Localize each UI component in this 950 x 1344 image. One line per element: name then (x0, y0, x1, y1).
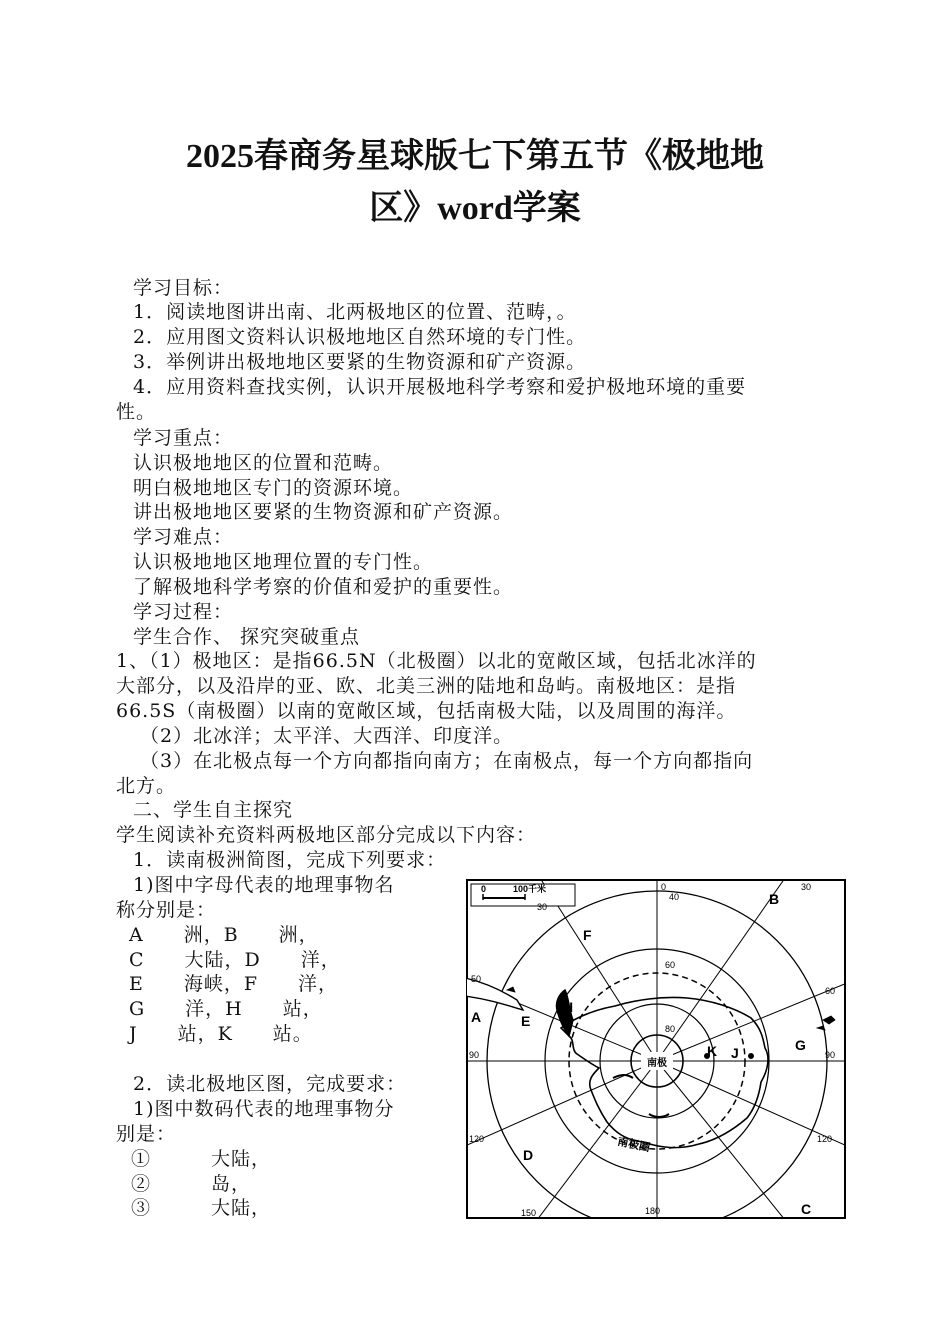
map-letter-g: G (795, 1037, 806, 1053)
process-subheading: 学生合作、 探究突破重点 (133, 626, 361, 648)
objective-item: 4．应用资料查找实例，认识开展极地科学考察和爱护极地环境的重要 (133, 376, 747, 398)
question-2-sub: 别是： (116, 1123, 177, 1145)
section2-intro: 学生阅读补充资料两极地区部分完成以下内容： (116, 824, 537, 846)
title-line-1: 2025春商务星球版七下第五节《极地地 (186, 138, 764, 175)
process-paragraph-line: 1、（1）极地区：是指66.5N（北极圈）以北的宽敞区域，包括北冰洋的 (116, 650, 757, 672)
answer-line: C 大陆，D 洋， (129, 949, 341, 971)
map-letter-e: E (521, 1013, 531, 1029)
keypoint-item: 明白极地地区专门的资源环境。 (133, 477, 414, 499)
answer-line: G 洋，H 站， (129, 998, 323, 1020)
map-letter-c: C (801, 1201, 812, 1217)
answer-line: J 站，K 站。 (129, 1023, 313, 1045)
process-paragraph-line: （3）在北极点每一个方向都指向南方；在南极点，每一个方向都指向 (140, 750, 754, 772)
degree-label: 30 (537, 902, 548, 912)
section2-heading: 二、学生自主探究 (133, 799, 294, 821)
difficulties-heading: 学习难点： (133, 526, 234, 548)
degree-label: 80 (665, 1024, 676, 1034)
degree-label: 150 (521, 1208, 537, 1218)
answer-line: E 海峡，F 洋， (129, 973, 339, 995)
answer-line: ③ 大陆， (131, 1197, 272, 1219)
map-letter-j: J (731, 1045, 739, 1061)
map-center-label: 南极 (647, 1058, 667, 1069)
process-heading: 学习过程： (133, 601, 234, 623)
map-letter-d: D (523, 1147, 534, 1163)
degree-label: 120 (469, 1134, 485, 1144)
map-scale-label: 100千米 (513, 884, 547, 894)
answer-line: A 洲，B 洲， (129, 924, 319, 946)
keypoint-item: 讲出极地地区要紧的生物资源和矿产资源。 (133, 501, 514, 523)
degree-label: 60 (825, 986, 836, 996)
degree-label: 50 (471, 974, 482, 984)
keypoints-heading: 学习重点： (133, 427, 234, 449)
question-1: 1．读南极洲简图，完成下列要求： (133, 849, 447, 871)
objective-item: 3．举例讲出极地地区要紧的生物资源和矿产资源。 (133, 351, 587, 373)
objectives-heading: 学习目标： (133, 277, 234, 299)
objective-item: 2．应用图文资料认识极地地区自然环境的专门性。 (133, 326, 587, 348)
degree-label: 40 (669, 892, 680, 902)
question-1-sub: 1)图中字母代表的地理事物名 (133, 874, 395, 896)
process-paragraph-line: 北方。 (116, 775, 177, 797)
map-circle-label: 南极圈 (616, 1135, 652, 1155)
keypoint-item: 认识极地地区的位置和范畴。 (133, 452, 394, 474)
process-paragraph-line: 66.5S（南极圈）以南的宽敞区域，包括南极大陆，以及周围的海洋。 (116, 700, 737, 722)
answer-line: ① 大陆， (131, 1148, 272, 1170)
map-letter-k: K (707, 1043, 718, 1059)
degree-label: 180 (645, 1206, 661, 1216)
process-paragraph-line: 大部分，以及沿岸的亚、欧、北美三洲的陆地和岛屿。南极地区：是指 (116, 675, 737, 697)
difficulty-item: 了解极地科学考察的价值和爱护的重要性。 (133, 576, 514, 598)
question-2-sub: 1)图中数码代表的地理事物分 (133, 1098, 395, 1120)
degree-label: 30 (801, 882, 812, 892)
title-line-2: 区》word学案 (369, 190, 581, 227)
degree-label: 90 (469, 1050, 480, 1060)
question-2: 2．读北极地区图，完成要求： (133, 1073, 407, 1095)
map-letter-f: F (583, 927, 592, 943)
objective-item: 1．阅读地图讲出南、北两极地区的位置、范畴，。 (133, 301, 577, 323)
degree-label: 120 (817, 1134, 833, 1144)
answer-line: ② 岛， (131, 1173, 252, 1195)
degree-label: 90 (825, 1050, 836, 1060)
map-scale-zero: 0 (481, 884, 487, 894)
degree-label: 60 (665, 960, 676, 970)
degree-label: 0 (661, 882, 667, 892)
map-letter-h: H (563, 999, 574, 1015)
objective-item: 性。 (116, 401, 157, 423)
difficulty-item: 认识极地地区地理位置的专门性。 (133, 551, 434, 573)
map-letter-a: A (471, 1009, 482, 1025)
antarctica-map (465, 878, 847, 1220)
map-letter-b: B (769, 891, 780, 907)
process-paragraph-2: （2）北冰洋；太平洋、大西洋、印度洋。 (140, 725, 514, 747)
question-1-sub: 称分别是： (116, 899, 217, 921)
